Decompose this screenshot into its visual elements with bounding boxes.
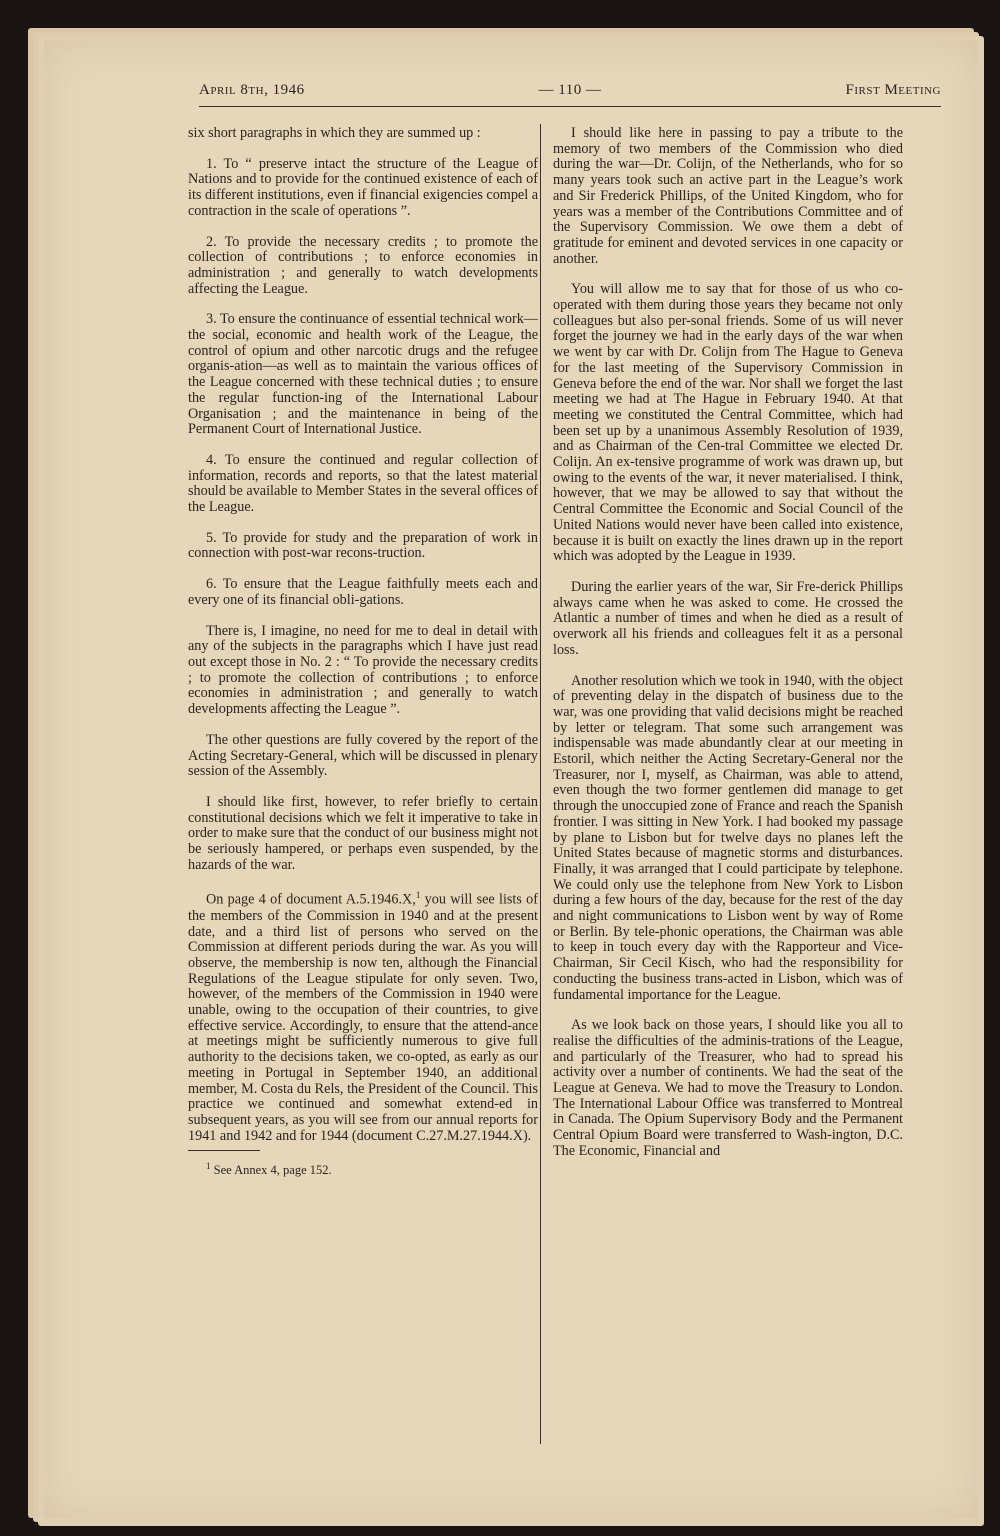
paragraph-text: On page 4 of document A.5.1946.X, (206, 892, 416, 909)
page-number: — 110 — (538, 82, 602, 98)
paragraph: I should like first, however, to refer briefly to certain constitutional decisions which we felt it imperative to take in order to make sure that the conduct of our business might not be seriously hampered, or perhaps even suspended, by the hazards of the war. (188, 793, 538, 873)
column-divider (540, 124, 541, 1444)
footnote-number: 1 (206, 1161, 211, 1172)
numbered-paragraph: 2. To provide the necessary credits ; to promote the collection of contributions ; to enforce economies in administration ; and generally to watch developments affecting the League. (188, 233, 538, 297)
footnote-marker: 1 (415, 890, 421, 901)
header-meeting: First Meeting (845, 82, 941, 98)
running-header (199, 82, 941, 104)
paragraph: There is, I imagine, no need for me to deal in detail with any of the subjects in the paragraphs which I have just read out except those in No. 2 : “ To provide the necessary credits ; to promote the collection of contributions ; to enforce economies in administration ; and generally to watch developments affecting the League ”. (188, 622, 538, 718)
left-column (188, 126, 538, 1194)
paragraph: As we look back on those years, I should like you all to realise the difficulties of the adminis-trations of the League, and particularly of the Treasurer, who had to spread his activity over a number of continents. We had the seat of the League at Geneva. We had to move the Treasury to London. The International Labour Office was transferred to Montreal in Canada. The Opium Supervisory Body and the Permanent Central Opium Board were transferred to Wash-ington, D.C. The Economic, Financial and (553, 1017, 903, 1159)
footnote-rule (188, 1150, 260, 1151)
paragraph: The other questions are fully covered by the report of the Acting Secretary-General, which will be discussed in plenary session of the Assembly. (188, 731, 538, 780)
paragraph-text: you will see lists of the members of the Commission in 1940 and at the present date, and a third list of persons who served on the Commission at different periods during the war. As you will observe, the membership is now ten, although the Financial Regulations of the League stipulate for only seven. Two, however, of the members of the Commission in 1940 were unable, owing to the occupation of their countries, to give effective service. Accordingly, to ensure that the attend-ance at meetings might be sufficiently numerous to give full authority to the decisions taken, we co-opted, as early as our meeting in Portugal in September 1940, an additional member, M. Costa du Rels, the President of the Council. This practice we continued and somewhat extend-ed in subsequent years, as you will see from our annual reports for 1941 and 1942 and for 1944 (document C.27.M.27.1944.X). (188, 892, 538, 1144)
numbered-paragraph: 1. To “ preserve intact the structure of the League of Nations and to provide for the continued existence of each of its different institutions, even if financial exigencies compel a contraction in the scale of operations ”. (188, 155, 538, 219)
numbered-paragraph: 6. To ensure that the League faithfully meets each and every one of its financial obli-gations. (188, 576, 538, 608)
header-date: April 8th, 1946 (199, 82, 305, 98)
paragraph: You will allow me to say that for those of us who co-operated with them during those years they became not only colleagues but also per-sonal friends. Some of us will never forget the journey we had in the early days of the war when we went by car with Dr. Colijn from The Hague to Geneva for the last meeting of the Supervisory Commission in Geneva before the end of the war. Nor shall we forget the last meeting we had at The Hague in February 1940. At that meeting we constituted the Central Committee, which had been set up by a unanimous Assembly Resolution of 1939, and as Chairman of the Cen-tral Committee we elected Dr. Colijn. An ex-tensive programme of work was drawn up, but owing to the events of the war, it never materialised. I think, however, that we may be allowed to say that without the Central Committee the Economic and Social Council of the United Nations would never have been called into existence, because it is built on exactly the lines drawn up in the report which was adopted by the League in 1939. (553, 281, 903, 565)
numbered-paragraph: 5. To provide for study and the preparation of work in connection with post-war recons-truction. (188, 529, 538, 562)
footnote (188, 1159, 538, 1179)
paragraph: During the earlier years of the war, Sir Fre-derick Phillips always came when he was asked to come. He crossed the Atlantic a number of times and when he died as a result of overwork all his friends and colleagues felt it as a personal loss. (553, 578, 903, 658)
footnote-text: See Annex 4, page 152. (210, 1163, 332, 1178)
paragraph: I should like here in passing to pay a tribute to the memory of two members of the Commission who died during the war—Dr. Colijn, of the Netherlands, who for so many years took such an active part in the League’s work and Sir Frederick Phillips, of the United Kingdom, who for years was a member of the Contributions Committee and of the Supervisory Commission. We owe them a debt of gratitude for eminent and devoted services in one capacity or another. (553, 125, 903, 267)
numbered-paragraph: 3. To ensure the continuance of essential technical work—the social, economic and health work of the League, the control of opium and other narcotic drugs and the refugee organis-ation—as well as to maintain the various offices of the League concerned with these technical duties ; to ensure the regular function-ing of the International Labour Organisation ; and the maintenance in being of the Permanent Court of International Justice. (188, 311, 538, 438)
paragraph (188, 888, 538, 1144)
paragraph: Another resolution which we took in 1940, with the object of preventing delay in the dispatch of business due to the war, was one providing that valid decisions might be reached by letter or telegram. That some such arrangement was indispensable was made abundantly clear at our meeting in Estoril, which neither the Acting Secretary-General nor the Treasurer, nor I, myself, as Chairman, was able to attend, even though the two former gentlemen did manage to get through the unoccupied zone of France and reach the Spanish frontier. I was sitting in New York. I had booked my passage by plane to Lisbon but for twelve days no planes left the United States because of magnetic storms and disturbances. Finally, it was arranged that I could participate by telephone. We could only use the telephone from New York to Lisbon during a few hours of the day, because for the rest of the day and night communications to Lisbon went by way of Rome or Berlin. By tele-phonic operations, the Chairman was able to keep in touch every day with the Rapporteur and Vice-Chairman, Sir Cecil Kisch, who had the responsibility for conducting the business trans-acted in Lisbon, which was of fundamental importance for the League. (553, 672, 903, 1003)
right-column (553, 126, 903, 1175)
document-page (44, 40, 977, 1518)
paragraph: six short paragraphs in which they are summed up : (188, 125, 481, 141)
header-rule (199, 106, 941, 107)
numbered-paragraph: 4. To ensure the continued and regular collection of information, records and reports, so that the latest material should be available to Member States in the several offices of the League. (188, 451, 538, 516)
